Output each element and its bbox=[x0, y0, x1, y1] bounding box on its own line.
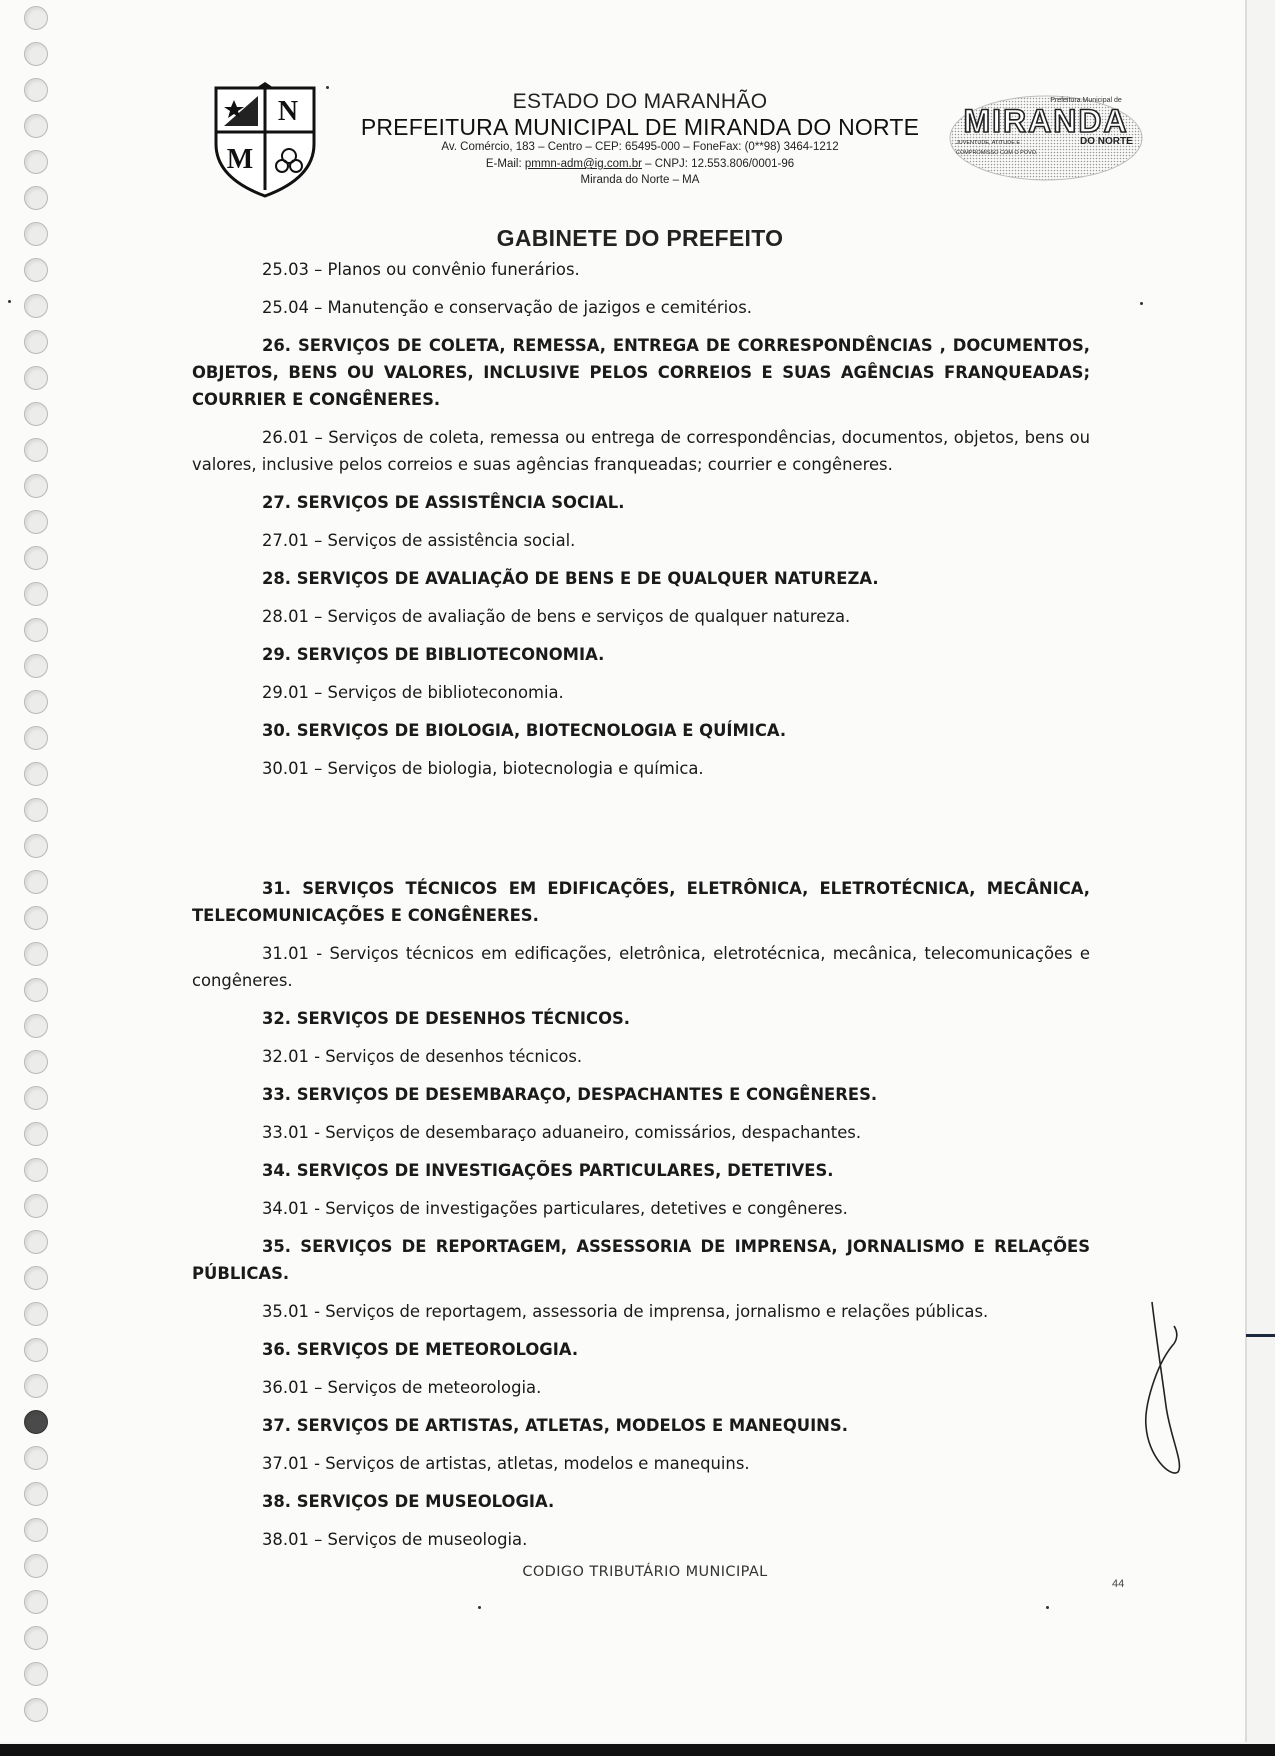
binding-hole bbox=[24, 6, 48, 30]
scan-speck bbox=[1046, 1606, 1049, 1609]
section-item: 27.01 – Serviços de assistência social. bbox=[262, 531, 576, 550]
binding-hole bbox=[24, 222, 48, 246]
binding-hole bbox=[24, 1158, 48, 1182]
scan-speck bbox=[326, 86, 329, 89]
section-item: 36.01 – Serviços de meteorologia. bbox=[262, 1378, 542, 1397]
binding-hole bbox=[24, 726, 48, 750]
section-item: 25.04 – Manutenção e conservação de jazigos e cemitérios. bbox=[262, 298, 752, 317]
section-item: 32.01 - Serviços de desenhos técnicos. bbox=[262, 1047, 583, 1066]
binding-hole bbox=[24, 834, 48, 858]
binding-hole bbox=[24, 1698, 48, 1722]
binding-hole bbox=[24, 1302, 48, 1326]
binding-hole bbox=[24, 870, 48, 894]
scan-speck bbox=[1140, 302, 1143, 305]
section-heading: 35. SERVIÇOS DE REPORTAGEM, ASSESSORIA DE IMPRENSA, JORNALISMO E RELAÇÕES PÚBLICAS. bbox=[192, 1237, 1090, 1283]
binding-hole bbox=[24, 1086, 48, 1110]
binding-holes bbox=[22, 0, 52, 1740]
binding-hole bbox=[24, 1014, 48, 1038]
binding-hole bbox=[24, 654, 48, 678]
svg-text:MIRANDA: MIRANDA bbox=[963, 103, 1129, 139]
binding-hole bbox=[24, 1518, 48, 1542]
binding-hole bbox=[24, 1122, 48, 1146]
address-line: Av. Comércio, 183 – Centro – CEP: 65495-000 – FoneFax: (0**98) 3464-1212 bbox=[441, 141, 839, 153]
binding-hole bbox=[24, 78, 48, 102]
binding-hole bbox=[24, 1194, 48, 1218]
binding-hole bbox=[24, 1266, 48, 1290]
section-item: 29.01 – Serviços de biblioteconomia. bbox=[262, 683, 564, 702]
binding-hole bbox=[24, 978, 48, 1002]
section-heading: 30. SERVIÇOS DE BIOLOGIA, BIOTECNOLOGIA E QUÍMICA. bbox=[262, 721, 787, 740]
svg-text:M: M bbox=[226, 144, 254, 175]
document-body bbox=[192, 256, 1090, 1564]
footer-title: CODIGO TRIBUTÁRIO MUNICIPAL bbox=[522, 1564, 768, 1580]
scan-border bbox=[0, 1744, 1275, 1756]
binding-hole bbox=[24, 114, 48, 138]
section-heading: 32. SERVIÇOS DE DESENHOS TÉCNICOS. bbox=[262, 1009, 631, 1028]
section-heading: 29. SERVIÇOS DE BIBLIOTECONOMIA. bbox=[262, 645, 605, 664]
section-heading: 26. SERVIÇOS DE COLETA, REMESSA, ENTREGA DE CORRESPONDÊNCIAS , DOCUMENTOS, OBJETOS, BENS OU VALORES, INCLUSIVE PELOS CORREIOS E SUAS AGÊNCIAS FRANQUEADAS; COURRIER E CONGÊNERES. bbox=[192, 336, 1090, 409]
binding-hole bbox=[24, 150, 48, 174]
section-item: 33.01 - Serviços de desembaraço aduaneiro, comissários, despachantes. bbox=[262, 1123, 862, 1142]
svg-text:Prefeitura Municipal de: Prefeitura Municipal de bbox=[1050, 97, 1122, 104]
email-link[interactable]: pmmn-adm@ig.com.br bbox=[524, 158, 642, 170]
binding-hole bbox=[24, 1446, 48, 1470]
binding-hole bbox=[24, 438, 48, 462]
binding-hole bbox=[24, 762, 48, 786]
city-line: Miranda do Norte – MA bbox=[580, 174, 700, 186]
municipal-crest-icon bbox=[212, 82, 318, 198]
section-heading: 38. SERVIÇOS DE MUSEOLOGIA. bbox=[262, 1492, 555, 1511]
binding-hole bbox=[24, 402, 48, 426]
page-number: 44 bbox=[1112, 1578, 1125, 1590]
svg-text:COMPROMISSO COM O POVO.: COMPROMISSO COM O POVO. bbox=[956, 150, 1038, 156]
section-heading: 28. SERVIÇOS DE AVALIAÇÃO DE BENS E DE QUALQUER NATUREZA. bbox=[262, 569, 879, 588]
section-item: 30.01 – Serviços de biologia, biotecnologia e química. bbox=[262, 759, 704, 778]
binding-hole bbox=[24, 546, 48, 570]
binding-hole bbox=[24, 1338, 48, 1362]
edge-mark bbox=[1246, 1334, 1275, 1337]
binding-hole bbox=[24, 942, 48, 966]
binding-hole bbox=[24, 186, 48, 210]
binding-hole bbox=[24, 294, 48, 318]
section-heading: 31. SERVIÇOS TÉCNICOS EM EDIFICAÇÕES, ELETRÔNICA, ELETROTÉCNICA, MECÂNICA, TELECOMUNICAÇÕES E CONGÊNERES. bbox=[192, 879, 1090, 925]
scan-speck bbox=[478, 1606, 481, 1609]
section-item: 28.01 – Serviços de avaliação de bens e serviços de qualquer natureza. bbox=[262, 607, 851, 626]
section-heading: 37. SERVIÇOS DE ARTISTAS, ATLETAS, MODELOS E MANEQUINS. bbox=[262, 1416, 848, 1435]
binding-hole bbox=[24, 582, 48, 606]
handwritten-signature bbox=[1126, 1296, 1198, 1476]
binding-hole bbox=[24, 798, 48, 822]
state-name: ESTADO DO MARANHÃO bbox=[512, 90, 768, 113]
binding-hole bbox=[24, 1554, 48, 1578]
binding-hole bbox=[24, 366, 48, 390]
section-item: 31.01 - Serviços técnicos em edificações, eletrônica, eletrotécnica, mecânica, telecomunicações e congêneres. bbox=[192, 944, 1090, 990]
section-item: 34.01 - Serviços de investigações particulares, detetives e congêneres. bbox=[262, 1199, 848, 1218]
binding-hole bbox=[24, 618, 48, 642]
section-item: 35.01 - Serviços de reportagem, assessoria de imprensa, jornalismo e relações públicas. bbox=[262, 1302, 989, 1321]
binding-hole bbox=[24, 1590, 48, 1614]
svg-text:N: N bbox=[277, 96, 299, 127]
section-gap bbox=[192, 793, 1090, 875]
binding-hole bbox=[24, 1482, 48, 1506]
svg-text:JUVENTUDE, ATITUDE E: JUVENTUDE, ATITUDE E bbox=[956, 140, 1021, 146]
binding-hole bbox=[24, 474, 48, 498]
binding-hole bbox=[24, 1626, 48, 1650]
binding-hole bbox=[24, 906, 48, 930]
binding-hole bbox=[24, 330, 48, 354]
binding-hole bbox=[24, 42, 48, 66]
binding-hole bbox=[24, 258, 48, 282]
binding-hole bbox=[24, 1662, 48, 1686]
section-item: 26.01 – Serviços de coleta, remessa ou entrega de correspondências, documentos, objetos, bens ou valores, inclusive pelos correios e suas agências franqueadas; courrier e congêneres. bbox=[192, 428, 1090, 474]
binding-hole bbox=[24, 1050, 48, 1074]
binding-hole bbox=[24, 1410, 48, 1434]
prefeitura-name: PREFEITURA MUNICIPAL DE MIRANDA DO NORTE bbox=[360, 114, 920, 140]
svg-text:DO NORTE: DO NORTE bbox=[1080, 136, 1133, 147]
scan-speck bbox=[8, 300, 11, 303]
binding-hole bbox=[24, 690, 48, 714]
section-heading: 36. SERVIÇOS DE METEOROLOGIA. bbox=[262, 1340, 579, 1359]
section-heading: 33. SERVIÇOS DE DESEMBARAÇO, DESPACHANTES E CONGÊNERES. bbox=[262, 1085, 878, 1104]
section-item: 37.01 - Serviços de artistas, atletas, modelos e manequins. bbox=[262, 1454, 750, 1473]
email-label: E-Mail: bbox=[485, 158, 525, 170]
section-item: 25.03 – Planos ou convênio funerários. bbox=[262, 260, 580, 279]
section-item: 38.01 – Serviços de museologia. bbox=[262, 1530, 528, 1549]
page-title: GABINETE DO PREFEITO bbox=[496, 225, 784, 251]
binding-hole bbox=[24, 510, 48, 534]
email-cnpj-line bbox=[330, 158, 950, 170]
cnpj-text: – CNPJ: 12.553.806/0001-96 bbox=[641, 158, 795, 170]
miranda-logo bbox=[948, 88, 1144, 184]
binding-hole bbox=[24, 1374, 48, 1398]
section-heading: 34. SERVIÇOS DE INVESTIGAÇÕES PARTICULARES, DETETIVES. bbox=[262, 1161, 834, 1180]
binding-hole bbox=[24, 1230, 48, 1254]
section-heading: 27. SERVIÇOS DE ASSISTÊNCIA SOCIAL. bbox=[262, 493, 625, 512]
